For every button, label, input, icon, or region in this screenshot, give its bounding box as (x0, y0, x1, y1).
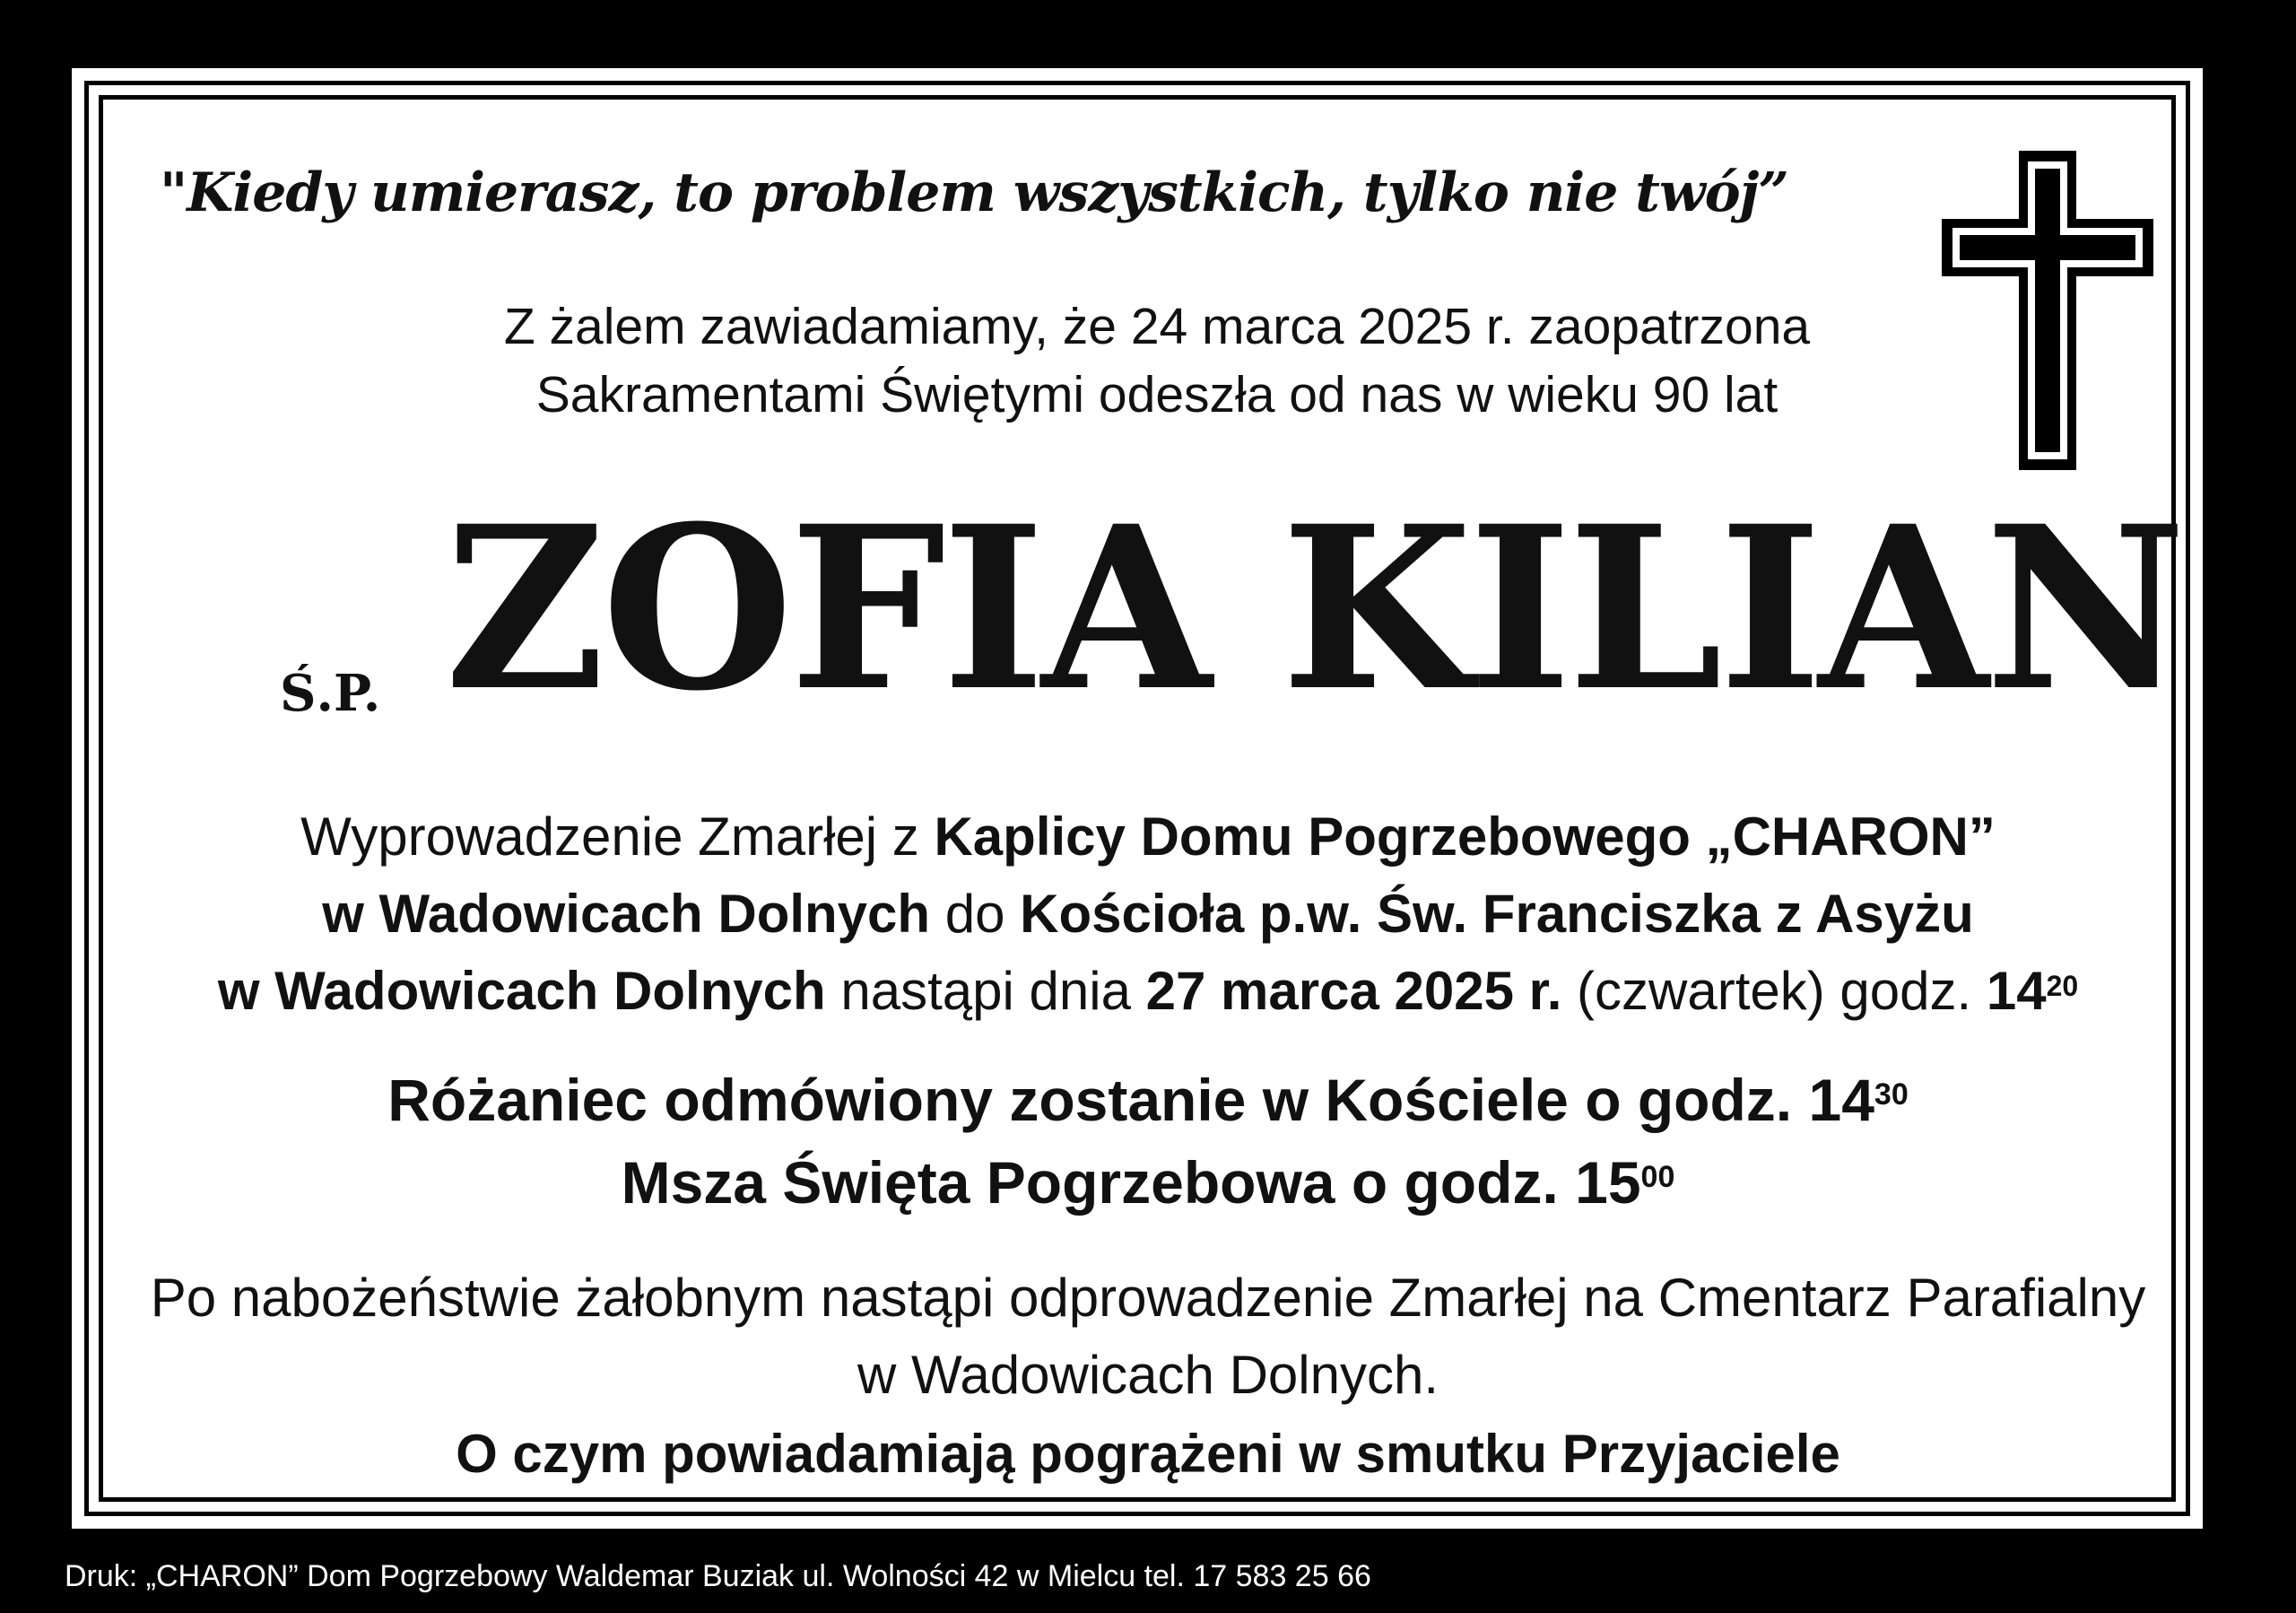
rosary-text: Różaniec odmówiony zostanie w Kościele o godz. (387, 1067, 1809, 1133)
ceremony-text: (czwartek) godz. (1561, 961, 1987, 1021)
intro-line-1: Z żalem zawiadamiamy, że 24 marca 2025 r. zaopatrzona (503, 298, 1811, 355)
burial-info (0, 1260, 2296, 1414)
ceremony-text: nastąpi dnia (825, 961, 1146, 1021)
burial-line-1: Po nabożeństwie żałobnym nastąpi odprowadzenie Zmarłej na Cmentarz Parafialny (150, 1268, 2146, 1328)
ceremony-line-1 (0, 798, 2296, 876)
chapel-name: Kaplicy Domu Pogrzebowego „CHARON” (934, 806, 1996, 867)
ceremony-text: Wyprowadzenie Zmarłej z (300, 806, 935, 867)
rosary-minutes: 30 (1874, 1077, 1909, 1112)
ceremony-minutes: 20 (2046, 970, 2079, 1002)
cross-icon (1942, 151, 2153, 470)
closing-line: O czym powiadamiają pogrążeni w smutku Przyjaciele (456, 1424, 1840, 1484)
ceremony-line-2 (0, 876, 2296, 953)
ceremony-hour: 14 (1986, 961, 2047, 1021)
intro-line-2: Sakramentami Świętymi odeszła od nas w wieku 90 lat (535, 366, 1779, 423)
name-row (0, 476, 2296, 740)
printer-footer: Druk: „CHARON” Dom Pogrzebowy Waldemar Buziak ul. Wolności 42 w Mielcu tel. 17 583 25 66 (65, 1559, 1371, 1593)
rosary-hour: 14 (1808, 1067, 1874, 1133)
rosary-and-mass (0, 1059, 2296, 1224)
prefix: Ś.P. (280, 664, 381, 723)
mass-minutes: 00 (1640, 1160, 1675, 1194)
church-name: Kościoła p.w. Św. Franciszka z Asyżu (1020, 884, 1974, 944)
mass-text: Msza Święta Pogrzebowa o godz. (621, 1149, 1576, 1216)
rosary-line (0, 1059, 2296, 1141)
chapel-location: w Wadowicach Dolnych (322, 884, 931, 944)
mass-hour: 15 (1575, 1149, 1641, 1216)
quote: "Kiedy umierasz, to problem wszystkich, tylko nie twój” (160, 161, 1788, 224)
intro (484, 292, 1830, 429)
ceremony-info (0, 798, 2296, 1030)
burial-line-2: w Wadowicach Dolnych. (857, 1345, 1439, 1405)
ceremony-text: do (930, 884, 1021, 944)
ceremony-line-3 (0, 953, 2296, 1030)
mass-line (0, 1141, 2296, 1224)
church-location: w Wadowicach Dolnych (217, 961, 826, 1021)
ceremony-date: 27 marca 2025 r. (1145, 961, 1562, 1021)
deceased-name: ZOFIA KILIAN (445, 476, 2183, 740)
